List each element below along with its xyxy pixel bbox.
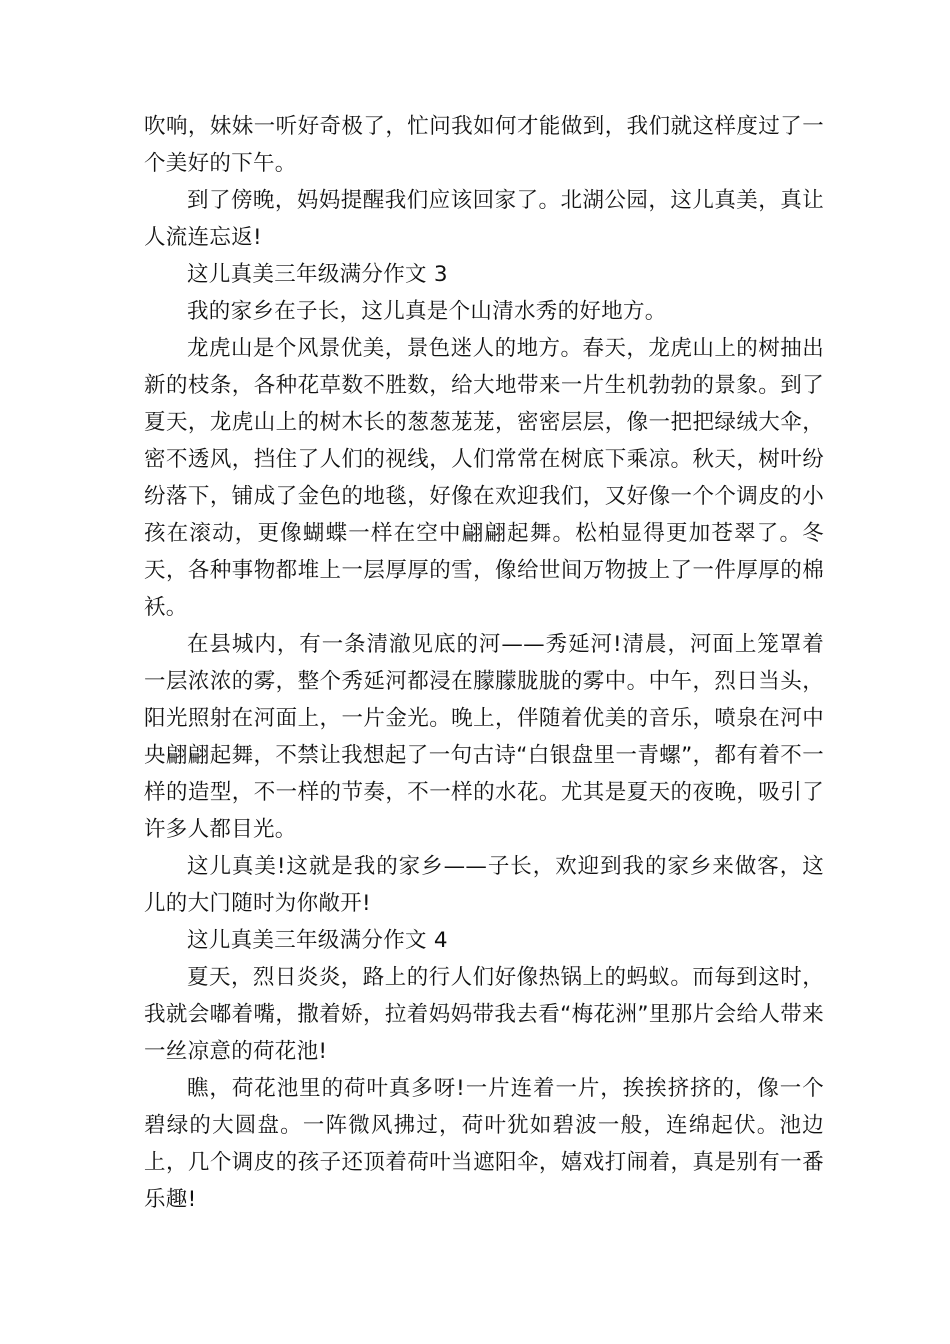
essay-heading: 这儿真美三年级满分作文 4 [187,928,448,953]
paragraph: 这儿真美!这就是我的家乡——子长，欢迎到我的家乡来做客，这儿的大门随时为你敞开! [144,854,824,916]
paragraph: 在县城内，有一条清澈见底的河——秀延河!清晨，河面上笼罩着一层浓浓的雾，整个秀延河都浸在朦朦胧胧的雾中。中午，烈日当头，阳光照射在河面上，一片金光。晚上，伴随着优美的音乐，喷泉在河中央翩翩起舞，不禁让我想起了一句古诗“白银盘里一青螺”，都有着不一样的造型，不一样的节奏，不一样的水花。尤其是夏天的夜晚，吸引了许多人都目光。 [144,632,824,842]
paragraph: 到了傍晚，妈妈提醒我们应该回家了。北湖公园，这儿真美，真让人流连忘返! [144,188,824,250]
paragraph: 瞧，荷花池里的荷叶真多呀!一片连着一片，挨挨挤挤的，像一个碧绿的大圆盘。一阵微风拂过，荷叶犹如碧波一般，连绵起伏。池边上，几个调皮的孩子还顶着荷叶当遮阳伞，嬉戏打闹着，真是别有一番乐趣! [144,1076,824,1212]
essay-heading: 这儿真美三年级满分作文 3 [187,262,448,287]
paragraph: 龙虎山是个风景优美，景色迷人的地方。春天，龙虎山上的树抽出新的枝条，各种花草数不胜数，给大地带来一片生机勃勃的景象。到了夏天，龙虎山上的树木长的葱葱茏茏，密密层层，像一把把绿绒大伞，密不透风，挡住了人们的视线，人们常常在树底下乘凉。秋天，树叶纷纷落下，铺成了金色的地毯，好像在欢迎我们，又好像一个个调皮的小孩在滚动，更像蝴蝶一样在空中翩翩起舞。松柏显得更加苍翠了。冬天，各种事物都堆上一层厚厚的雪，像给世间万物披上了一件厚厚的棉袄。 [144,336,824,620]
paragraph: 夏天，烈日炎炎，路上的行人们好像热锅上的蚂蚁。而每到这时，我就会嘟着嘴，撒着娇，拉着妈妈带我去看“梅花洲”里那片会给人带来一丝凉意的荷花池! [144,965,824,1064]
paragraph-continuation: 吹响，妹妹一听好奇极了，忙问我如何才能做到，我们就这样度过了一个美好的下午。 [144,114,824,176]
paragraph: 我的家乡在子长，这儿真是个山清水秀的好地方。 [187,299,667,324]
document-page [144,108,824,1218]
